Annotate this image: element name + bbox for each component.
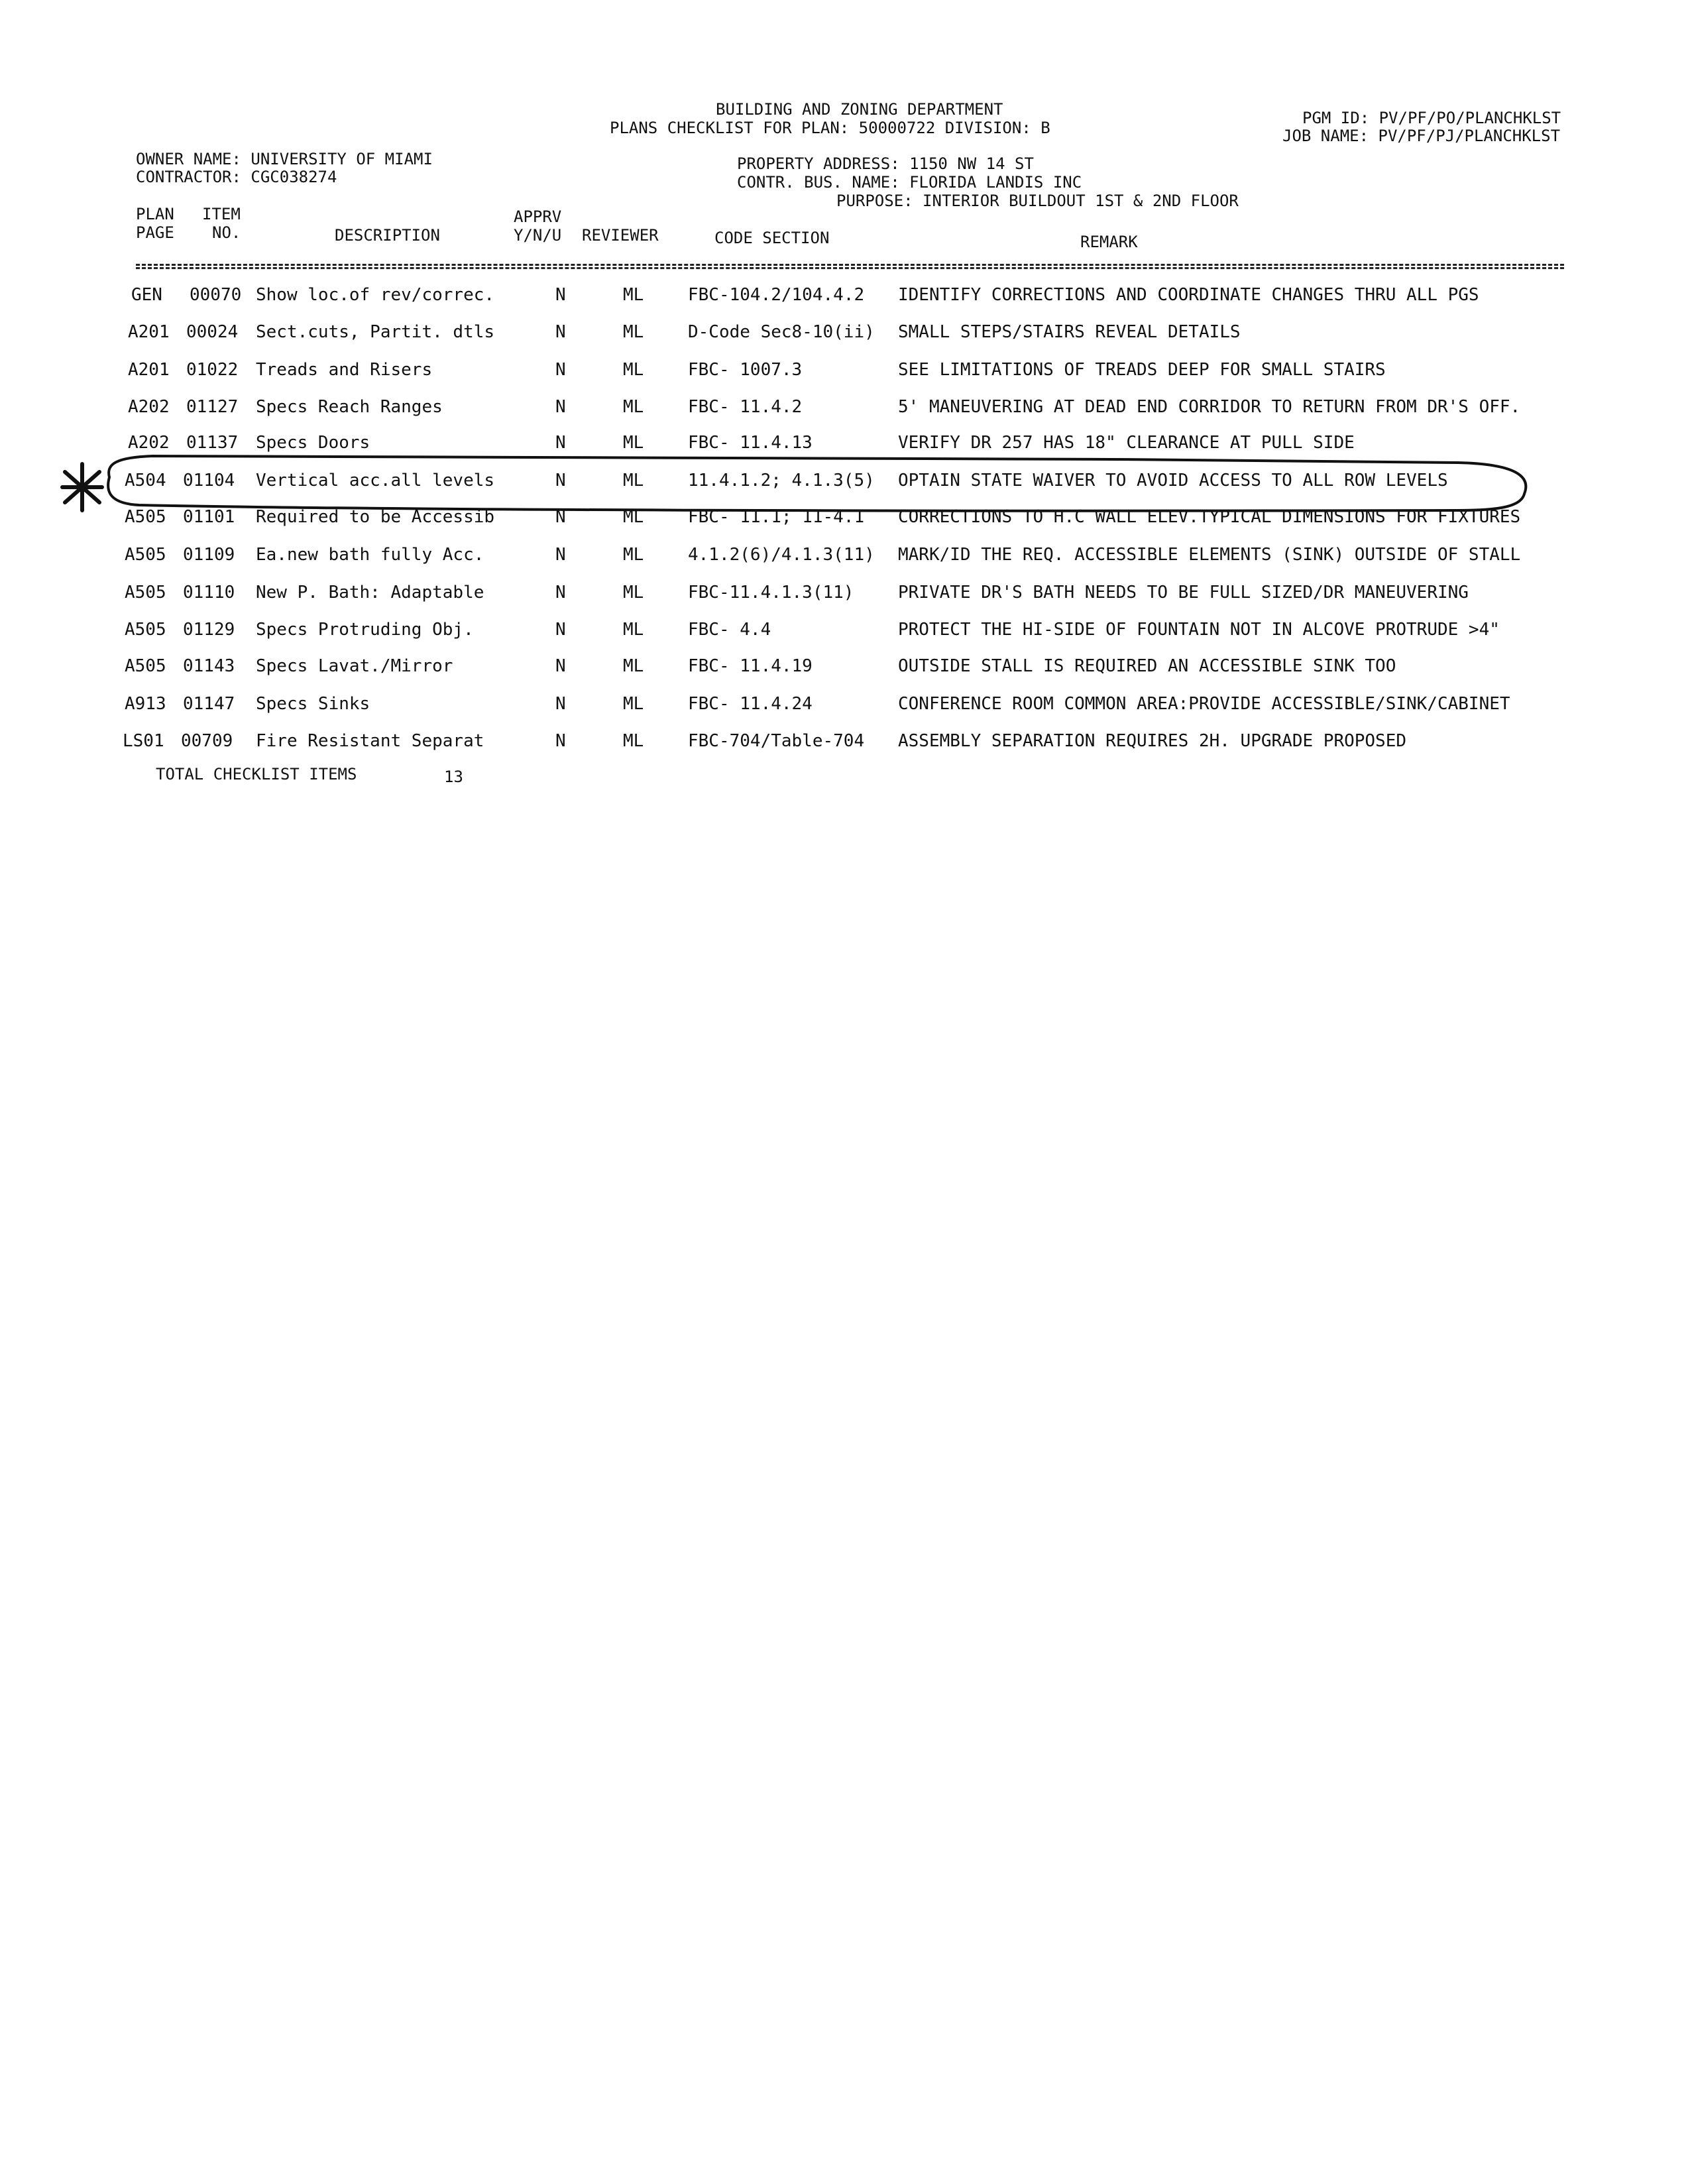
pgm-id: PGM ID: PV/PF/PO/PLANCHKLST — [1302, 109, 1561, 127]
reviewer-cell: ML — [623, 656, 644, 676]
item-no-cell: 00024 — [186, 322, 239, 342]
plan-page-cell: A202 — [128, 433, 170, 453]
item-no-cell: 01143 — [183, 656, 235, 676]
code-section-cell: FBC-11.4.1.3(11) — [688, 583, 854, 603]
remark-cell: CORRECTIONS TO H.C WALL ELEV.TYPICAL DIMENSIONS FOR FIXTURES — [898, 507, 1521, 527]
remark-cell: MARK/ID THE REQ. ACCESSIBLE ELEMENTS (SINK) OUTSIDE OF STALL — [898, 545, 1521, 565]
reviewer-cell: ML — [623, 433, 644, 453]
contractor-business-name: CONTR. BUS. NAME: FLORIDA LANDIS INC — [737, 173, 1082, 192]
code-section-cell: FBC- 11.4.2 — [688, 397, 803, 417]
plan-line: PLANS CHECKLIST FOR PLAN: 50000722 DIVISION: B — [610, 119, 1050, 137]
remark-cell: OUTSIDE STALL IS REQUIRED AN ACCESSIBLE SINK TOO — [898, 656, 1396, 676]
remark-cell: PROTECT THE HI-SIDE OF FOUNTAIN NOT IN ALCOVE PROTRUDE >4" — [898, 620, 1500, 640]
approval-cell: N — [555, 433, 566, 453]
item-no-cell: 01109 — [183, 545, 235, 565]
item-no-cell: 01137 — [186, 433, 239, 453]
code-section-cell: 11.4.1.2; 4.1.3(5) — [688, 471, 875, 490]
approval-cell: N — [555, 656, 566, 676]
col-apprv-2: Y/N/U — [514, 226, 562, 245]
description-cell: Treads and Risers — [256, 360, 433, 380]
remark-cell: 5' MANEUVERING AT DEAD END CORRIDOR TO RETURN FROM DR'S OFF. — [898, 397, 1521, 417]
description-cell: Required to be Accessib — [256, 507, 495, 527]
code-section-cell: FBC- 11.4.24 — [688, 694, 813, 714]
reviewer-cell: ML — [623, 322, 644, 342]
remark-cell: OPTAIN STATE WAIVER TO AVOID ACCESS TO ALL ROW LEVELS — [898, 471, 1448, 490]
item-no-cell: 00070 — [190, 285, 242, 305]
reviewer-cell: ML — [623, 694, 644, 714]
col-reviewer: REVIEWER — [582, 226, 659, 245]
description-cell: New P. Bath: Adaptable — [256, 583, 484, 603]
approval-cell: N — [555, 694, 566, 714]
owner-name: OWNER NAME: UNIVERSITY OF MIAMI — [136, 150, 433, 168]
description-cell: Specs Lavat./Mirror — [256, 656, 453, 676]
plan-page-cell: A505 — [125, 656, 166, 676]
code-section-cell: FBC- 11.4.19 — [688, 656, 813, 676]
asterisk-icon — [62, 464, 102, 510]
property-address: PROPERTY ADDRESS: 1150 NW 14 ST — [737, 154, 1034, 173]
approval-cell: N — [555, 731, 566, 751]
item-no-cell: 01110 — [183, 583, 235, 603]
code-section-cell: FBC- 11.1; 11-4.1 — [688, 507, 865, 527]
purpose: PURPOSE: INTERIOR BUILDOUT 1ST & 2ND FLOOR — [836, 192, 1239, 210]
description-cell: Fire Resistant Separat — [256, 731, 484, 751]
plan-page-cell: LS01 — [123, 731, 164, 751]
reviewer-cell: ML — [623, 545, 644, 565]
remark-cell: CONFERENCE ROOM COMMON AREA:PROVIDE ACCESSIBLE/SINK/CABINET — [898, 694, 1510, 714]
remark-cell: PRIVATE DR'S BATH NEEDS TO BE FULL SIZED/DR MANEUVERING — [898, 583, 1469, 603]
plan-page-cell: GEN — [131, 285, 162, 305]
plan-page-cell: A505 — [125, 507, 166, 527]
approval-cell: N — [555, 507, 566, 527]
remark-cell: ASSEMBLY SEPARATION REQUIRES 2H. UPGRADE PROPOSED — [898, 731, 1407, 751]
col-code-section: CODE SECTION — [714, 229, 830, 247]
col-plan-1: PLAN — [136, 205, 174, 223]
approval-cell: N — [555, 360, 566, 380]
reviewer-cell: ML — [623, 360, 644, 380]
reviewer-cell: ML — [623, 471, 644, 490]
plan-page-cell: A201 — [128, 322, 170, 342]
code-section-cell: FBC- 11.4.13 — [688, 433, 813, 453]
department-title: BUILDING AND ZONING DEPARTMENT — [716, 100, 1003, 119]
plan-page-cell: A504 — [125, 471, 166, 490]
total-count: 13 — [444, 768, 463, 786]
plan-page-cell: A201 — [128, 360, 170, 380]
col-remark: REMARK — [1080, 233, 1138, 251]
approval-cell: N — [555, 620, 566, 640]
plan-page-cell: A913 — [125, 694, 166, 714]
plan-page-cell: A505 — [125, 545, 166, 565]
reviewer-cell: ML — [623, 620, 644, 640]
item-no-cell: 00709 — [181, 731, 233, 751]
item-no-cell: 01129 — [183, 620, 235, 640]
code-section-cell: FBC- 4.4 — [688, 620, 771, 640]
code-section-cell: D-Code Sec8-10(ii) — [688, 322, 875, 342]
description-cell: Specs Reach Ranges — [256, 397, 443, 417]
remark-cell: SEE LIMITATIONS OF TREADS DEEP FOR SMALL STAIRS — [898, 360, 1386, 380]
description-cell: Specs Protruding Obj. — [256, 620, 474, 640]
description-cell: Vertical acc.all levels — [256, 471, 495, 490]
approval-cell: N — [555, 583, 566, 603]
col-item-2: NO. — [212, 223, 241, 242]
item-no-cell: 01101 — [183, 507, 235, 527]
col-plan-2: PAGE — [136, 223, 174, 242]
reviewer-cell: ML — [623, 397, 644, 417]
code-section-cell: 4.1.2(6)/4.1.3(11) — [688, 545, 875, 565]
description-cell: Specs Doors — [256, 433, 370, 453]
remark-cell: VERIFY DR 257 HAS 18" CLEARANCE AT PULL SIDE — [898, 433, 1355, 453]
approval-cell: N — [555, 322, 566, 342]
description-cell: Specs Sinks — [256, 694, 370, 714]
reviewer-cell: ML — [623, 507, 644, 527]
reviewer-cell: ML — [623, 731, 644, 751]
code-section-cell: FBC-104.2/104.4.2 — [688, 285, 865, 305]
approval-cell: N — [555, 397, 566, 417]
col-item-1: ITEM — [202, 205, 241, 223]
job-name: JOB NAME: PV/PF/PJ/PLANCHKLST — [1282, 127, 1561, 145]
description-cell: Ea.new bath fully Acc. — [256, 545, 484, 565]
description-cell: Show loc.of rev/correc. — [256, 285, 495, 305]
reviewer-cell: ML — [623, 285, 644, 305]
col-apprv-1: APPRV — [514, 207, 562, 226]
approval-cell: N — [555, 545, 566, 565]
approval-cell: N — [555, 471, 566, 490]
item-no-cell: 01147 — [183, 694, 235, 714]
description-cell: Sect.cuts, Partit. dtls — [256, 322, 495, 342]
item-no-cell: 01127 — [186, 397, 239, 417]
plan-page-cell: A505 — [125, 620, 166, 640]
total-label: TOTAL CHECKLIST ITEMS — [156, 765, 357, 783]
item-no-cell: 01022 — [186, 360, 239, 380]
header-rule — [136, 264, 1564, 269]
contractor: CONTRACTOR: CGC038274 — [136, 168, 337, 186]
code-section-cell: FBC- 1007.3 — [688, 360, 803, 380]
remark-cell: IDENTIFY CORRECTIONS AND COORDINATE CHANGES THRU ALL PGS — [898, 285, 1479, 305]
plan-page-cell: A505 — [125, 583, 166, 603]
plan-page-cell: A202 — [128, 397, 170, 417]
col-description: DESCRIPTION — [335, 226, 440, 245]
remark-cell: SMALL STEPS/STAIRS REVEAL DETAILS — [898, 322, 1241, 342]
approval-cell: N — [555, 285, 566, 305]
item-no-cell: 01104 — [183, 471, 235, 490]
code-section-cell: FBC-704/Table-704 — [688, 731, 865, 751]
reviewer-cell: ML — [623, 583, 644, 603]
